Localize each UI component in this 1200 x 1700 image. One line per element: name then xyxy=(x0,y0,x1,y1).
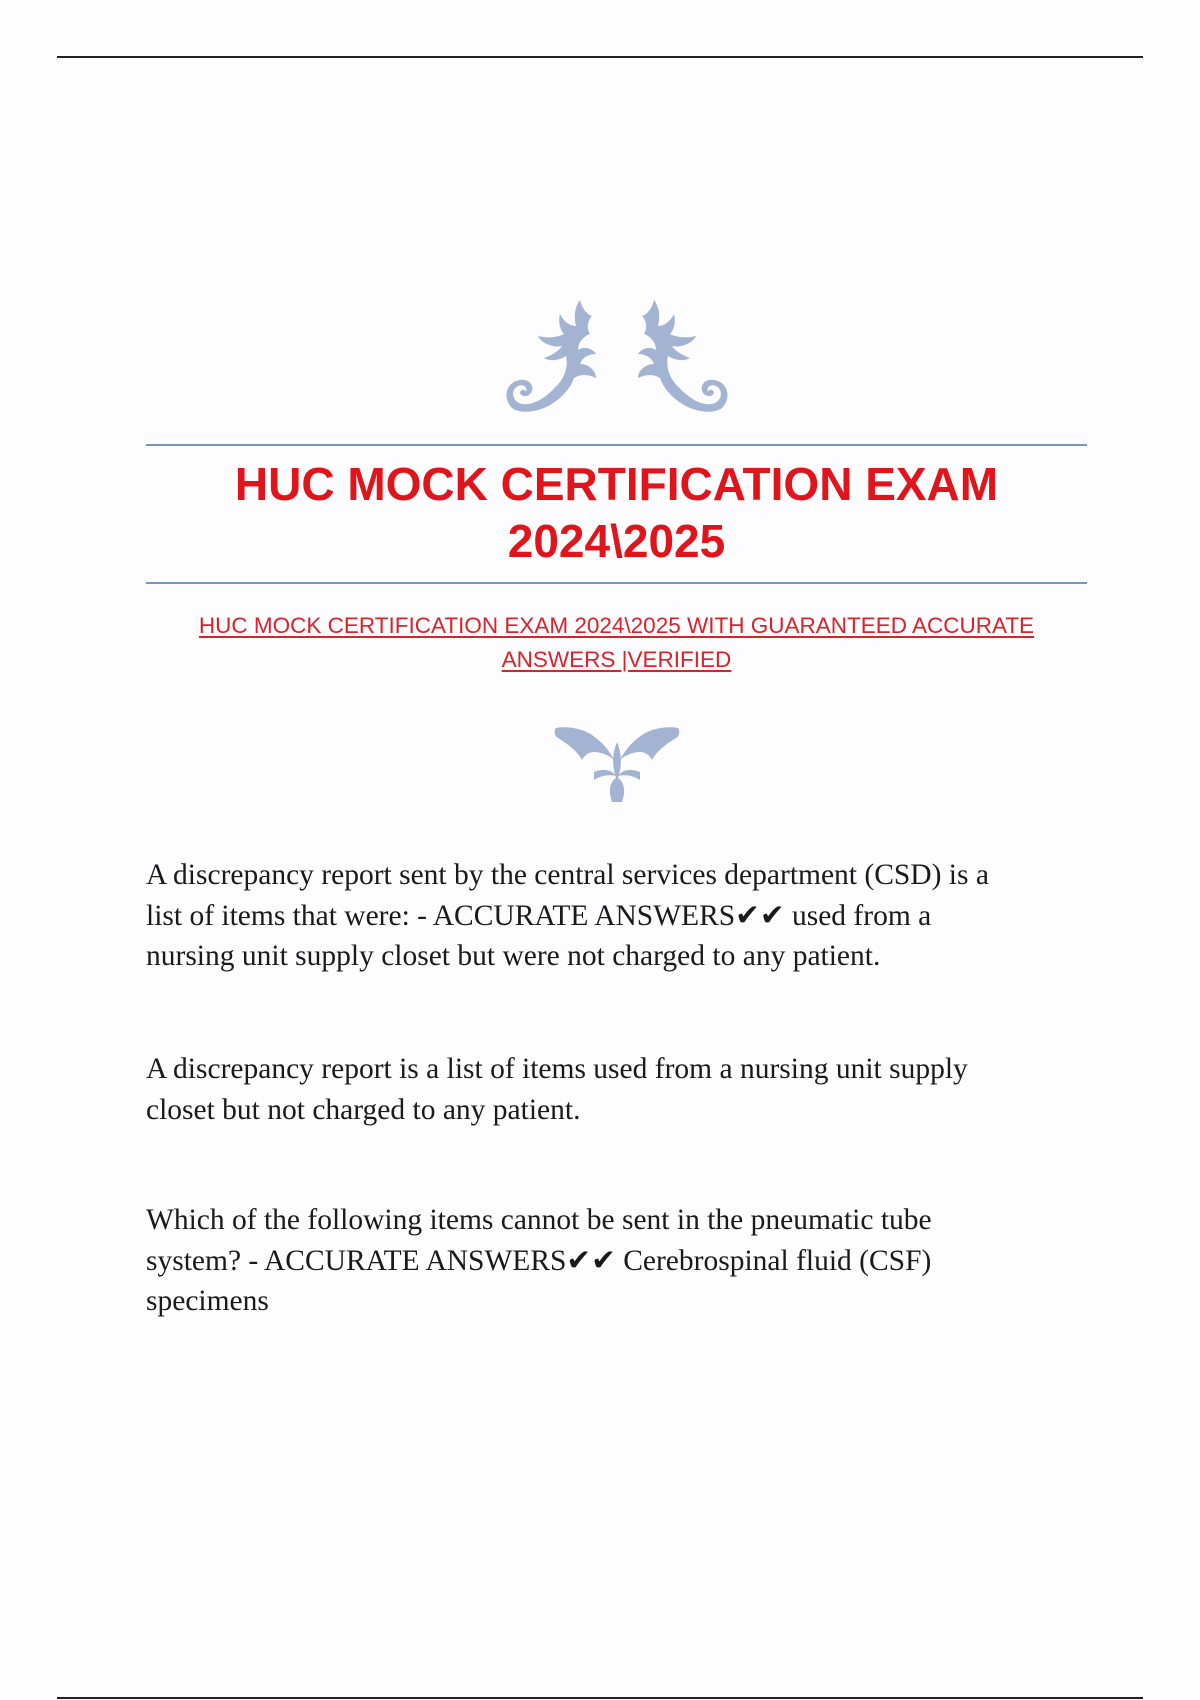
floral-flourish-icon xyxy=(500,298,734,424)
question-answer-paragraph xyxy=(146,855,1086,977)
paragraph-line: system? - ACCURATE ANSWERS✔✔ Cerebrospinal fluid (CSF) xyxy=(146,1244,932,1277)
paragraph-line: A discrepancy report sent by the central services department (CSD) is a xyxy=(146,859,989,891)
document-subtitle-link[interactable] xyxy=(146,609,1087,677)
paragraph-line: A discrepancy report is a list of items used from a nursing unit supply xyxy=(146,1053,968,1085)
fleuron-divider-icon xyxy=(554,722,680,804)
subtitle-line-1: HUC MOCK CERTIFICATION EXAM 2024\2025 WITH GUARANTEED ACCURATE xyxy=(198,613,1035,638)
paragraph-line: closet but not charged to any patient. xyxy=(146,1093,581,1126)
title-top-rule xyxy=(146,444,1087,446)
question-answer-paragraph xyxy=(146,1200,1086,1322)
footer-rule xyxy=(57,1697,1143,1699)
title-bottom-rule xyxy=(146,582,1087,584)
title-line-2: 2024\2025 xyxy=(507,515,726,567)
subtitle-line-2: ANSWERS |VERIFIED xyxy=(501,647,732,672)
header-rule xyxy=(57,56,1143,58)
document-title xyxy=(146,456,1087,570)
paragraph-line: Which of the following items cannot be sent in the pneumatic tube xyxy=(146,1204,932,1236)
paragraph-line: list of items that were: - ACCURATE ANSWERS✔✔ used from a xyxy=(146,899,932,932)
paragraph-line: nursing unit supply closet but were not charged to any patient. xyxy=(146,940,881,972)
explanation-paragraph xyxy=(146,1049,1086,1130)
title-line-1: HUC MOCK CERTIFICATION EXAM xyxy=(234,458,999,510)
paragraph-line: specimens xyxy=(146,1285,269,1317)
